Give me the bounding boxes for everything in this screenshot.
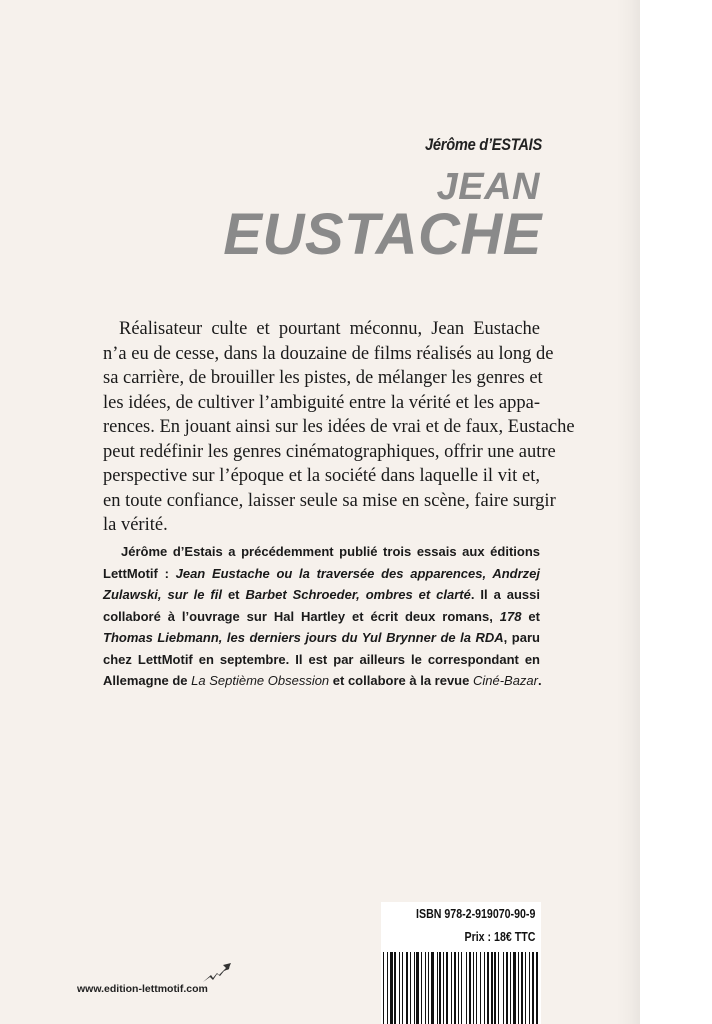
synopsis-line: en toute confiance, laisser seule sa mise en scène, faire surgir [103,490,556,511]
synopsis-line: sa carrière, de brouiller les pistes, de mélanger les genres et [103,368,543,388]
synopsis-paragraph [103,317,575,538]
book-title: Barbet Schroeder, ombres et clarté [245,587,471,602]
arrow-logo-icon [201,962,233,984]
isbn-block [381,902,541,1024]
page-margin [640,0,712,1024]
bio-text: collaboré à l’ouvrage sur Hal Hartley et écrit deux romans, [103,608,500,624]
publisher-website: www.edition-lettmotif.com [77,983,208,995]
bio-line [103,563,540,585]
magazine-title: Ciné-Bazar [472,673,538,688]
bio-line [103,670,540,692]
bio-line [103,649,540,671]
spine-shadow [616,0,640,1024]
bio-text: LettMotif : [103,565,176,581]
author-name: Jérôme d’ESTAIS [425,135,542,154]
synopsis-line: les idées, de cultiver l’ambiguité entre la vérité et les appa- [103,392,540,413]
bio-text: . Il a aussi [470,587,540,602]
price-label: Prix : 18€ TTC [464,930,535,944]
synopsis-line: n’a eu de cesse, dans la douzaine de films réalisés au long de [103,343,554,364]
bio-text: . [538,673,542,688]
isbn-number: ISBN 978-2-919070-90-9 [415,907,535,921]
bio-text: Jérôme d’Estais a précédemment publié trois essais aux éditions [121,544,540,559]
bio-text: Allemagne de [103,673,192,688]
bio-text: et [521,608,540,624]
barcode-icon [381,952,541,1024]
synopsis-line: perspective sur l’époque et la société dans laquelle il vit et, [103,466,540,486]
title-first-name: JEAN [436,166,540,208]
bio-text: et collabore à la revue [329,673,473,688]
magazine-title: La Septième Obsession [191,673,330,688]
bio-line [103,606,540,628]
book-title: Zulawski, sur le fil [103,587,222,602]
bio-text: et [222,587,246,602]
book-title: Jean Eustache ou la traversée des apparences, Andrzej [175,565,540,581]
bio-line [103,627,540,649]
title-last-name: EUSTACHE [223,202,542,267]
synopsis-line: la vérité. [103,515,168,535]
bio-text: , paru [503,630,540,645]
book-title: Thomas Liebmann, les derniers jours du Yul Brynner de la RDA [103,630,504,645]
book-title: 178 [499,608,522,624]
synopsis-line: peut redéfinir les genres cinématographiques, offrir une autre [103,441,556,462]
bio-text: chez LettMotif en septembre. Il est par ailleurs le correspondant en [103,651,540,667]
author-bio [103,541,540,692]
bio-line [103,541,540,563]
synopsis-line: rences. En jouant ainsi sur les idées de vrai et de faux, Eustache [103,417,575,437]
synopsis-line: Réalisateur culte et pourtant méconnu, Jean Eustache [119,319,540,339]
bio-line [103,584,540,606]
